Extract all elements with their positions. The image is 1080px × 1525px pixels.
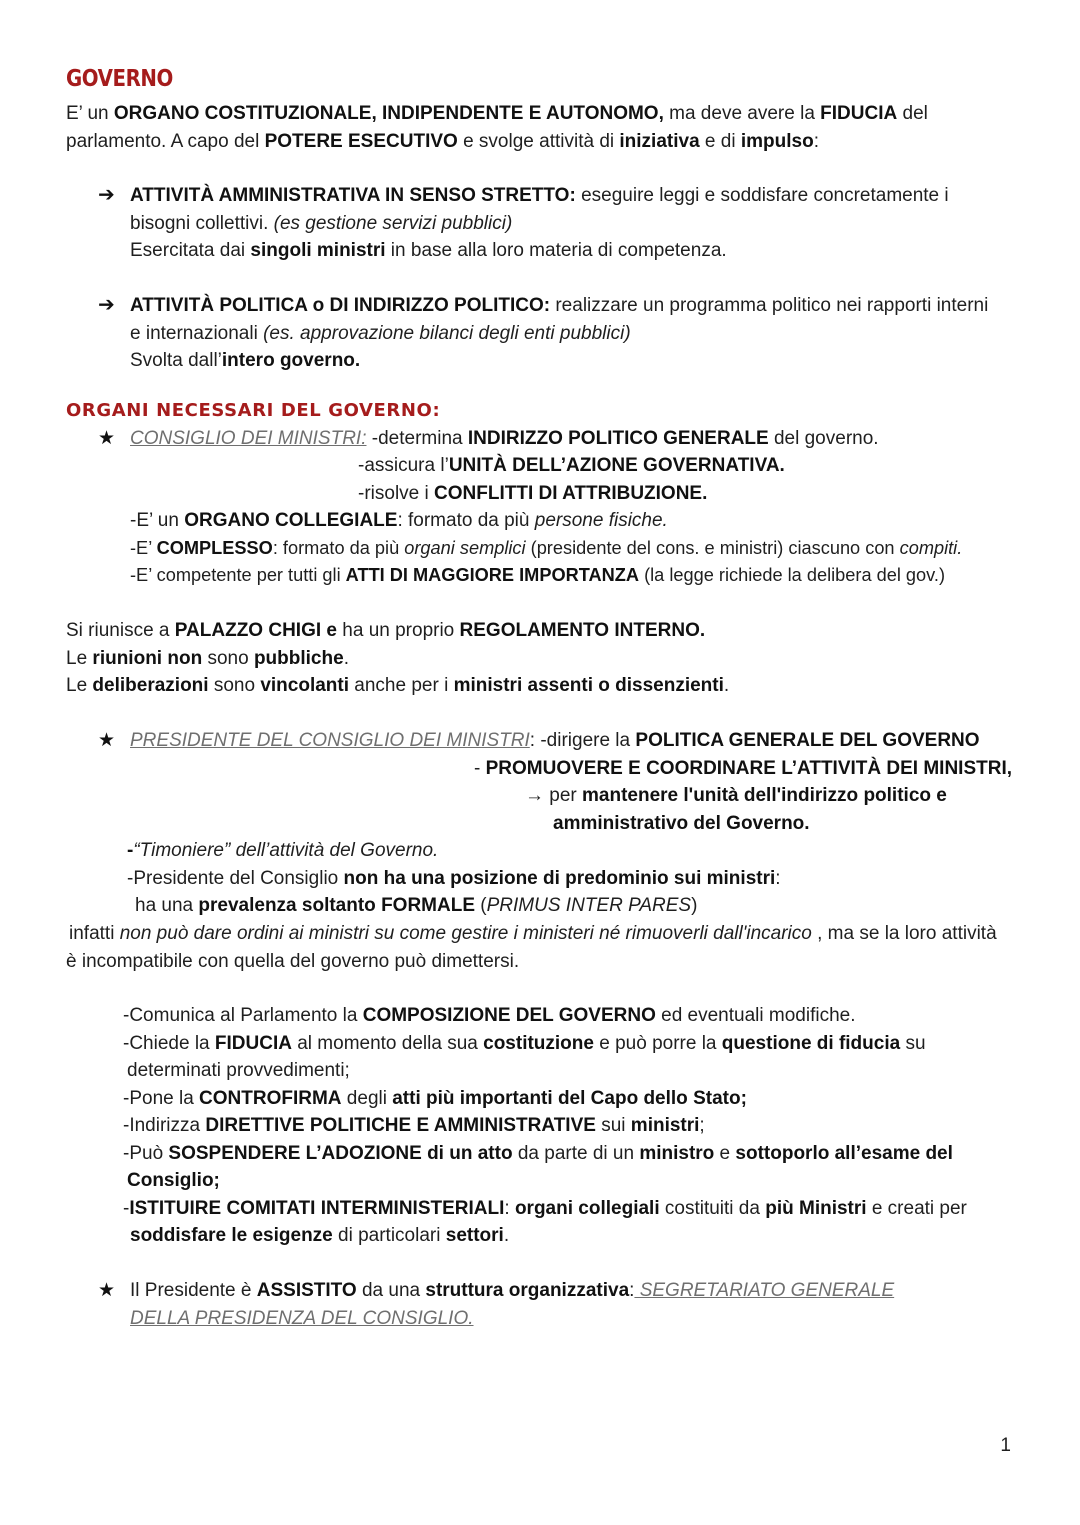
consiglio-line-2: -assicura l’UNITÀ DELL’AZIONE GOVERNATIVA. [358, 455, 785, 476]
page-number: 1 [1000, 1435, 1011, 1456]
funzione-direttive: -Indirizza DIRETTIVE POLITICHE E AMMINISTRATIVE sui ministri; [123, 1115, 705, 1136]
predominio-line: -Presidente del Consiglio non ha una posizione di predominio sui ministri: [127, 868, 781, 889]
riunione-paragraph [66, 617, 1006, 700]
star-bullet-icon: ★ [98, 730, 116, 751]
funzione-fiducia: -Chiede la FIDUCIA al momento della sua costituzione e può porre la questione di fiducia su determinati provvedimenti; [123, 1032, 926, 1081]
funzione-comitati: -ISTITUIRE COMITATI INTERMINISTERIALI: organi collegiali costituiti da più Ministri e creati per soddisfare le esigenze di particolari settori. [123, 1197, 967, 1246]
consiglio-dei-ministri-link[interactable]: CONSIGLIO DEI MINISTRI: [130, 428, 367, 449]
activity-amministrativa-text: ATTIVITÀ AMMINISTRATIVA IN SENSO STRETTO: eseguire leggi e soddisfare concretamente i bisogni collettivi. (es gestione servizi pubblici) [130, 185, 949, 234]
funzione-controfirma: -Pone la CONTROFIRMA degli atti più importanti del Capo dello Stato; [123, 1087, 747, 1109]
arrow-bullet-icon: ➔ [98, 184, 115, 206]
riunione-line-1: Si riunisce a PALAZZO CHIGI e ha un proprio REGOLAMENTO INTERNO. [66, 620, 706, 641]
segretariato-generale-link[interactable]: SEGRETARIATO GENERALE DELLA PRESIDENZA DEL CONSIGLIO. [130, 1280, 895, 1329]
activity-politica [130, 292, 990, 375]
star-bullet-icon: ★ [98, 428, 116, 449]
presidente-line-1: PRESIDENTE DEL CONSIGLIO DEI MINISTRI: -dirigere la POLITICA GENERALE DEL GOVERNO [130, 730, 980, 751]
presidente-del-consiglio-link[interactable]: PRESIDENTE DEL CONSIGLIO DEI MINISTRI [130, 730, 530, 751]
consiglio-competenza: -E’ competente per tutti gli ATTI DI MAGGIORE IMPORTANZA (la legge richiede la delibera del gov.) [130, 565, 946, 585]
consiglio-collegiale: -E’ un ORGANO COLLEGIALE: formato da più persone fisiche. [130, 510, 668, 531]
timoniere-line: -“Timoniere” dell’attività del Governo. [127, 840, 439, 861]
prevalenza-line: ha una prevalenza soltanto FORMALE (PRIMUS INTER PARES) [135, 895, 698, 916]
activity-politica-note: Svolta dall’intero governo. [130, 350, 361, 371]
activity-amministrativa [130, 182, 990, 265]
consiglio-complesso: -E’ COMPLESSO: formato da più organi semplici (presidente del cons. e ministri) ciascuno con compiti. [130, 538, 963, 558]
arrow-bullet-icon: ➔ [98, 294, 115, 316]
consiglio-line-1: CONSIGLIO DEI MINISTRI: -determina INDIRIZZO POLITICO GENERALE del governo. [130, 428, 879, 449]
section-heading-organi: ORGANI NECESSARI DEL GOVERNO: [66, 400, 441, 421]
activity-politica-text: ATTIVITÀ POLITICA o DI INDIRIZZO POLITICO: realizzare un programma politico nei rapporti interni e internazionali (es. approvazione bilanci degli enti pubblici) [130, 295, 989, 344]
document-title: GOVERNO [66, 66, 173, 92]
consiglio-line-3: -risolve i CONFLITTI DI ATTRIBUZIONE. [358, 483, 708, 504]
star-bullet-icon: ★ [98, 1280, 116, 1301]
intro-paragraph: E’ un ORGANO COSTITUZIONALE, INDIPENDENTE E AUTONOMO, ma deve avere la FIDUCIA del parlamento. A capo del POTERE ESECUTIVO e svolge attività di iniziativa e di impulso: [66, 103, 928, 152]
riunione-line-3: Le deliberazioni sono vincolanti anche per i ministri assenti o dissenzienti. [66, 675, 730, 696]
funzione-composizione: -Comunica al Parlamento la COMPOSIZIONE DEL GOVERNO ed eventuali modifiche. [123, 1005, 856, 1026]
funzioni-list [123, 1002, 1003, 1250]
riunione-line-2: Le riunioni non sono pubbliche. [66, 647, 349, 669]
presidente-line-4: amministrativo del Governo. [553, 813, 810, 834]
presidente-line-3: → per mantenere l'unità dell'indirizzo politico e [525, 785, 947, 806]
activity-amministrativa-note: Esercitata dai singoli ministri in base alla loro materia di competenza. [130, 240, 727, 261]
assistito-paragraph: Il Presidente è ASSISTITO da una struttura organizzativa: SEGRETARIATO GENERALE DELLA PRESIDENZA DEL CONSIGLIO. [130, 1280, 895, 1329]
funzione-sospendere: -Può SOSPENDERE L’ADOZIONE di un atto da parte di un ministro e sottoporlo all’esame del Consiglio; [123, 1142, 953, 1191]
presidente-line-2: - PROMUOVERE E COORDINARE L’ATTIVITÀ DEI MINISTRI, [474, 758, 1013, 779]
infatti-paragraph: infatti non può dare ordini ai ministri su come gestire i ministeri né rimuoverli dall'incarico , ma se la loro attività è incompatibile con quella del governo può dimettersi. [66, 923, 997, 972]
